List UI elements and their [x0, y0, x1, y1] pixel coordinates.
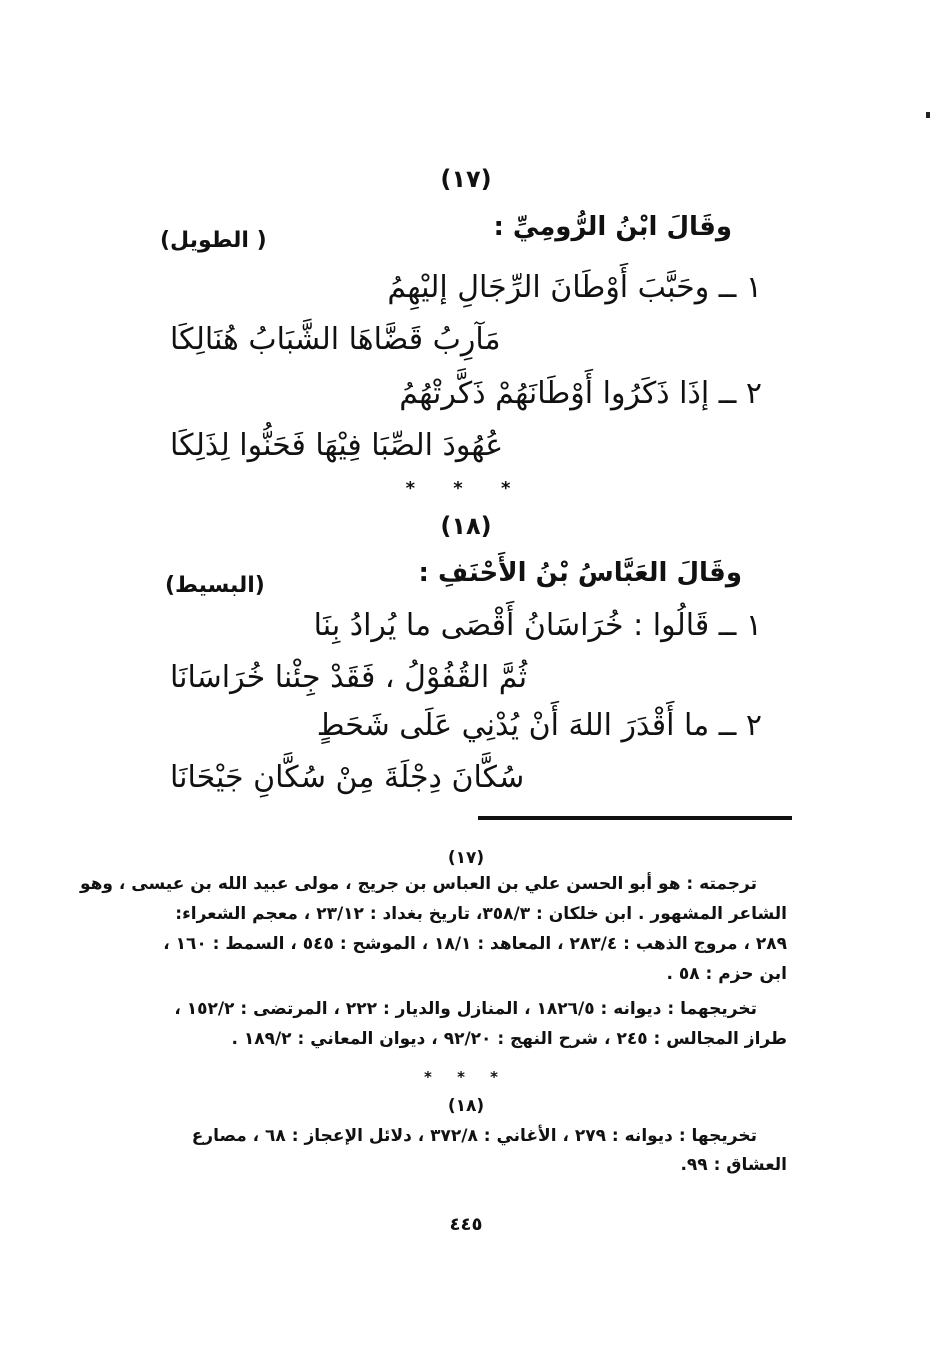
footnote-17-line-4: ابن حزم : ٥٨ .: [666, 964, 787, 984]
poem-17-meter: ( الطويل): [160, 228, 267, 253]
page-number: ٤٤٥: [449, 1214, 483, 1235]
footnote-17-number: (١٧): [447, 848, 485, 868]
footnote-rule: [478, 816, 792, 820]
footnote-18-line-2: العشاق : ٩٩.: [680, 1155, 787, 1175]
poem-17-verse-1-first: ١ ــ وحَبَّبَ أَوْطَانَ الرِّجَالِ إليْهِمُ: [387, 270, 762, 305]
poem-17-number: (١٧): [440, 165, 492, 193]
footnote-17-line-1: ترجمته : هو أبو الحسن علي بن العباس بن جريج ، مولى عبيد الله بن عيسى ، وهو: [79, 874, 757, 894]
poem-18-number: (١٨): [440, 512, 492, 540]
footnote-18-number: (١٨): [447, 1096, 485, 1116]
scan-mark: [926, 112, 930, 118]
poem-18-intro: وقَالَ العَبَّاسُ بْنُ الأَحْنَفِ :: [418, 558, 742, 588]
footnote-17-line-3: ٢٨٩ ، مروج الذهب : ٢٨٣/٤ ، المعاهد : ١٨/١ ، الموشح : ٥٤٥ ، السمط : ١٦٠ ،: [163, 934, 787, 954]
poem-18-verse-1-first: ١ ــ قَالُوا : خُرَاسَانُ أَقْصَى ما يُرادُ بِنَا: [313, 608, 762, 643]
poem-18-verse-2-second: سُكَّانَ دِجْلَةَ مِنْ سُكَّانِ جَيْحَانَا: [170, 760, 525, 795]
poem-17-verse-1-second: مَآرِبُ قَضَّاهَا الشَّبَابُ هُنَالِكَا: [170, 322, 501, 357]
poem-18-verse-1-second: ثُمَّ القُفُوْلُ ، فَقَدْ جِئْنا خُرَاسَانَا: [170, 660, 528, 695]
footnote-17-takhrij-2: طراز المجالس : ٢٤٥ ، شرح النهج : ٩٢/٢٠ ، ديوان المعاني : ١٨٩/٢ .: [231, 1029, 787, 1049]
poem-18-meter: (البسيط): [165, 573, 265, 598]
poem-17-intro: وقَالَ ابْنُ الرُّومِيِّ :: [493, 212, 732, 242]
poem-17-verse-2-second: عُهُودَ الصِّبَا فِيْهَا فَحَنُّوا لِذَلِكَا: [170, 428, 504, 463]
footnote-17-takhrij-1: تخريجهما : ديوانه : ١٨٢٦/٥ ، المنازل والديار : ٢٢٢ ، المرتضى : ١٥٢/٢ ،: [174, 999, 757, 1019]
footnote-18-line-1: تخريجها : ديوانه : ٢٧٩ ، الأغاني : ٣٧٢/٨ ، دلائل الإعجاز : ٦٨ ، مصارع: [191, 1126, 757, 1146]
poem-17-verse-2-first: ٢ ــ إذَا ذَكَرُوا أَوْطَانَهُمْ ذَكَّرتْهُمُ: [399, 376, 762, 411]
footnote-separator: * * *: [424, 1068, 508, 1086]
section-separator: * * *: [405, 478, 527, 499]
footnote-17-line-2: الشاعر المشهور . ابن خلكان : ٣٥٨/٣، تاريخ بغداد : ٢٣/١٢ ، معجم الشعراء:: [175, 904, 787, 924]
poem-18-verse-2-first: ٢ ــ ما أَقْدَرَ اللهَ أَنْ يُدْنِي عَلَى شَحَطٍ: [316, 708, 762, 743]
